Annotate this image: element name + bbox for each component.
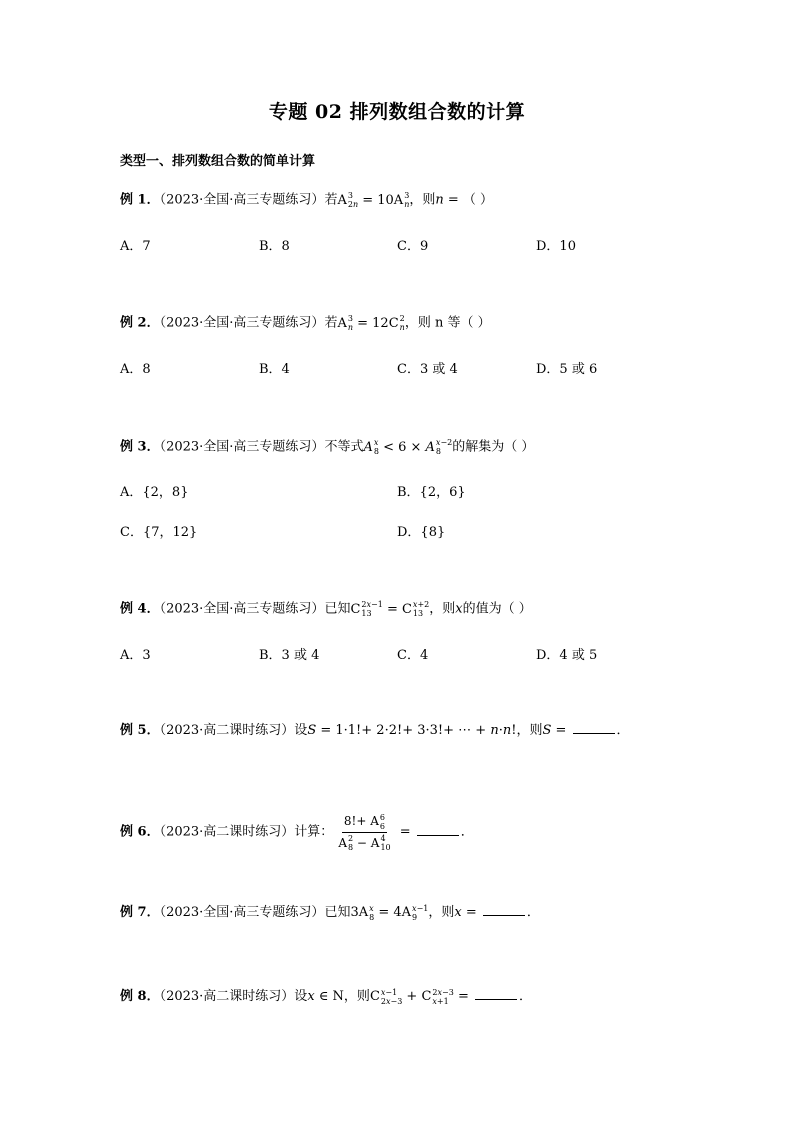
question-label: 例 3． xyxy=(120,439,160,455)
math-expression: A 3 n = 12C 2 n xyxy=(337,314,405,332)
question-8: 例 8．（2023·高二课时练习）设x ∈ N，则C x−1 2x−3 + C 2x−3 x+1 = ． xyxy=(120,987,532,1006)
question-source: （2023·全国·高三专题练习） xyxy=(159,905,325,920)
question-label: 例 5． xyxy=(120,723,160,738)
question-5: 例 5．（2023·高二课时练习）设S = 1·1!+ 2·2!+ 3·3!+ ⋯ + n·n!，则S = ． xyxy=(120,723,630,738)
question-source: （2023·高二课时练习） xyxy=(159,989,295,1004)
answer-blank[interactable] xyxy=(483,903,525,916)
question-label: 例 8． xyxy=(120,989,160,1004)
question-source: （2023·全国·高三专题练习） xyxy=(159,192,325,208)
option-d[interactable]: D．{8} xyxy=(397,525,446,540)
question-3: 例 3．（2023·全国·高三专题练习）不等式A x 8 < 6 × A x−2 8 的解集为（ ） xyxy=(120,438,535,456)
option-d[interactable]: D．4 或 5 xyxy=(536,648,598,663)
question-source: （2023·高二课时练习） xyxy=(159,824,295,840)
math-expression: A x 8 < 6 × A x−2 8 xyxy=(363,438,453,456)
answer-blank[interactable] xyxy=(573,721,615,734)
option-d[interactable]: D．5 或 6 xyxy=(536,362,598,377)
page-title: 专题 02 排列数组合数的计算 xyxy=(268,101,526,123)
question-source: （2023·高二课时练习） xyxy=(159,723,295,738)
math-expression: x ∈ N xyxy=(307,989,344,1004)
question-2: 例 2．（2023·全国·高三专题练习）若A 3 n = 12C 2 n ，则 n 等（ ） xyxy=(120,314,491,332)
question-label: 例 4． xyxy=(120,601,160,617)
question-label: 例 7． xyxy=(120,905,160,920)
option-b[interactable]: B．8 xyxy=(259,239,290,254)
option-c[interactable]: C．{7，12} xyxy=(120,525,198,540)
question-label: 例 1． xyxy=(120,192,160,208)
question-6: 例 6．（2023·高二课时练习）计算： 8!+ A 6 6 A 2 8 − A 4 10 = ． xyxy=(120,812,474,852)
question-7: 例 7．（2023·全国·高三专题练习）已知3A x 8 = 4A x−1 9 ，则x = ． xyxy=(120,903,540,922)
math-expression: A 3 2n = 10A 3 n xyxy=(337,191,410,209)
answer-blank[interactable] xyxy=(417,823,459,836)
question-label: 例 2． xyxy=(120,315,160,331)
math-expression: C 2x−1 13 = C x+2 13 xyxy=(350,600,430,618)
option-a[interactable]: A．8 xyxy=(120,362,151,377)
option-a[interactable]: A．{2，8} xyxy=(120,485,189,500)
option-c[interactable]: C．3 或 4 xyxy=(397,362,458,377)
question-source: （2023·全国·高三专题练习） xyxy=(159,601,325,617)
math-fraction: 8!+ A 6 6 A 2 8 − A 4 10 xyxy=(338,812,391,852)
option-a[interactable]: A．3 xyxy=(120,648,151,663)
option-a[interactable]: A．7 xyxy=(120,239,151,254)
question-1: 例 1．（2023·全国·高三专题练习）若A 3 2n = 10A 3 n ，则n = （ ） xyxy=(120,191,494,209)
math-expression: S = 1·1!+ 2·2!+ 3·3!+ ⋯ + n·n! xyxy=(307,723,517,738)
answer-blank[interactable] xyxy=(475,987,517,1000)
option-d[interactable]: D．10 xyxy=(536,239,576,254)
option-c[interactable]: C．4 xyxy=(397,648,429,663)
option-b[interactable]: B．{2，6} xyxy=(397,485,466,500)
math-expression: 3A x 8 = 4A x−1 9 xyxy=(350,903,429,922)
question-source: （2023·全国·高三专题练习） xyxy=(159,439,325,455)
option-b[interactable]: B．4 xyxy=(259,362,290,377)
question-label: 例 6． xyxy=(120,824,160,840)
option-c[interactable]: C．9 xyxy=(397,239,429,254)
question-source: （2023·全国·高三专题练习） xyxy=(159,315,325,331)
option-b[interactable]: B．3 或 4 xyxy=(259,648,320,663)
question-4: 例 4．（2023·全国·高三专题练习）已知C 2x−1 13 = C x+2 13 ，则x的值为（ ） xyxy=(120,600,532,618)
section-heading: 类型一、排列数组合数的简单计算 xyxy=(120,154,316,169)
